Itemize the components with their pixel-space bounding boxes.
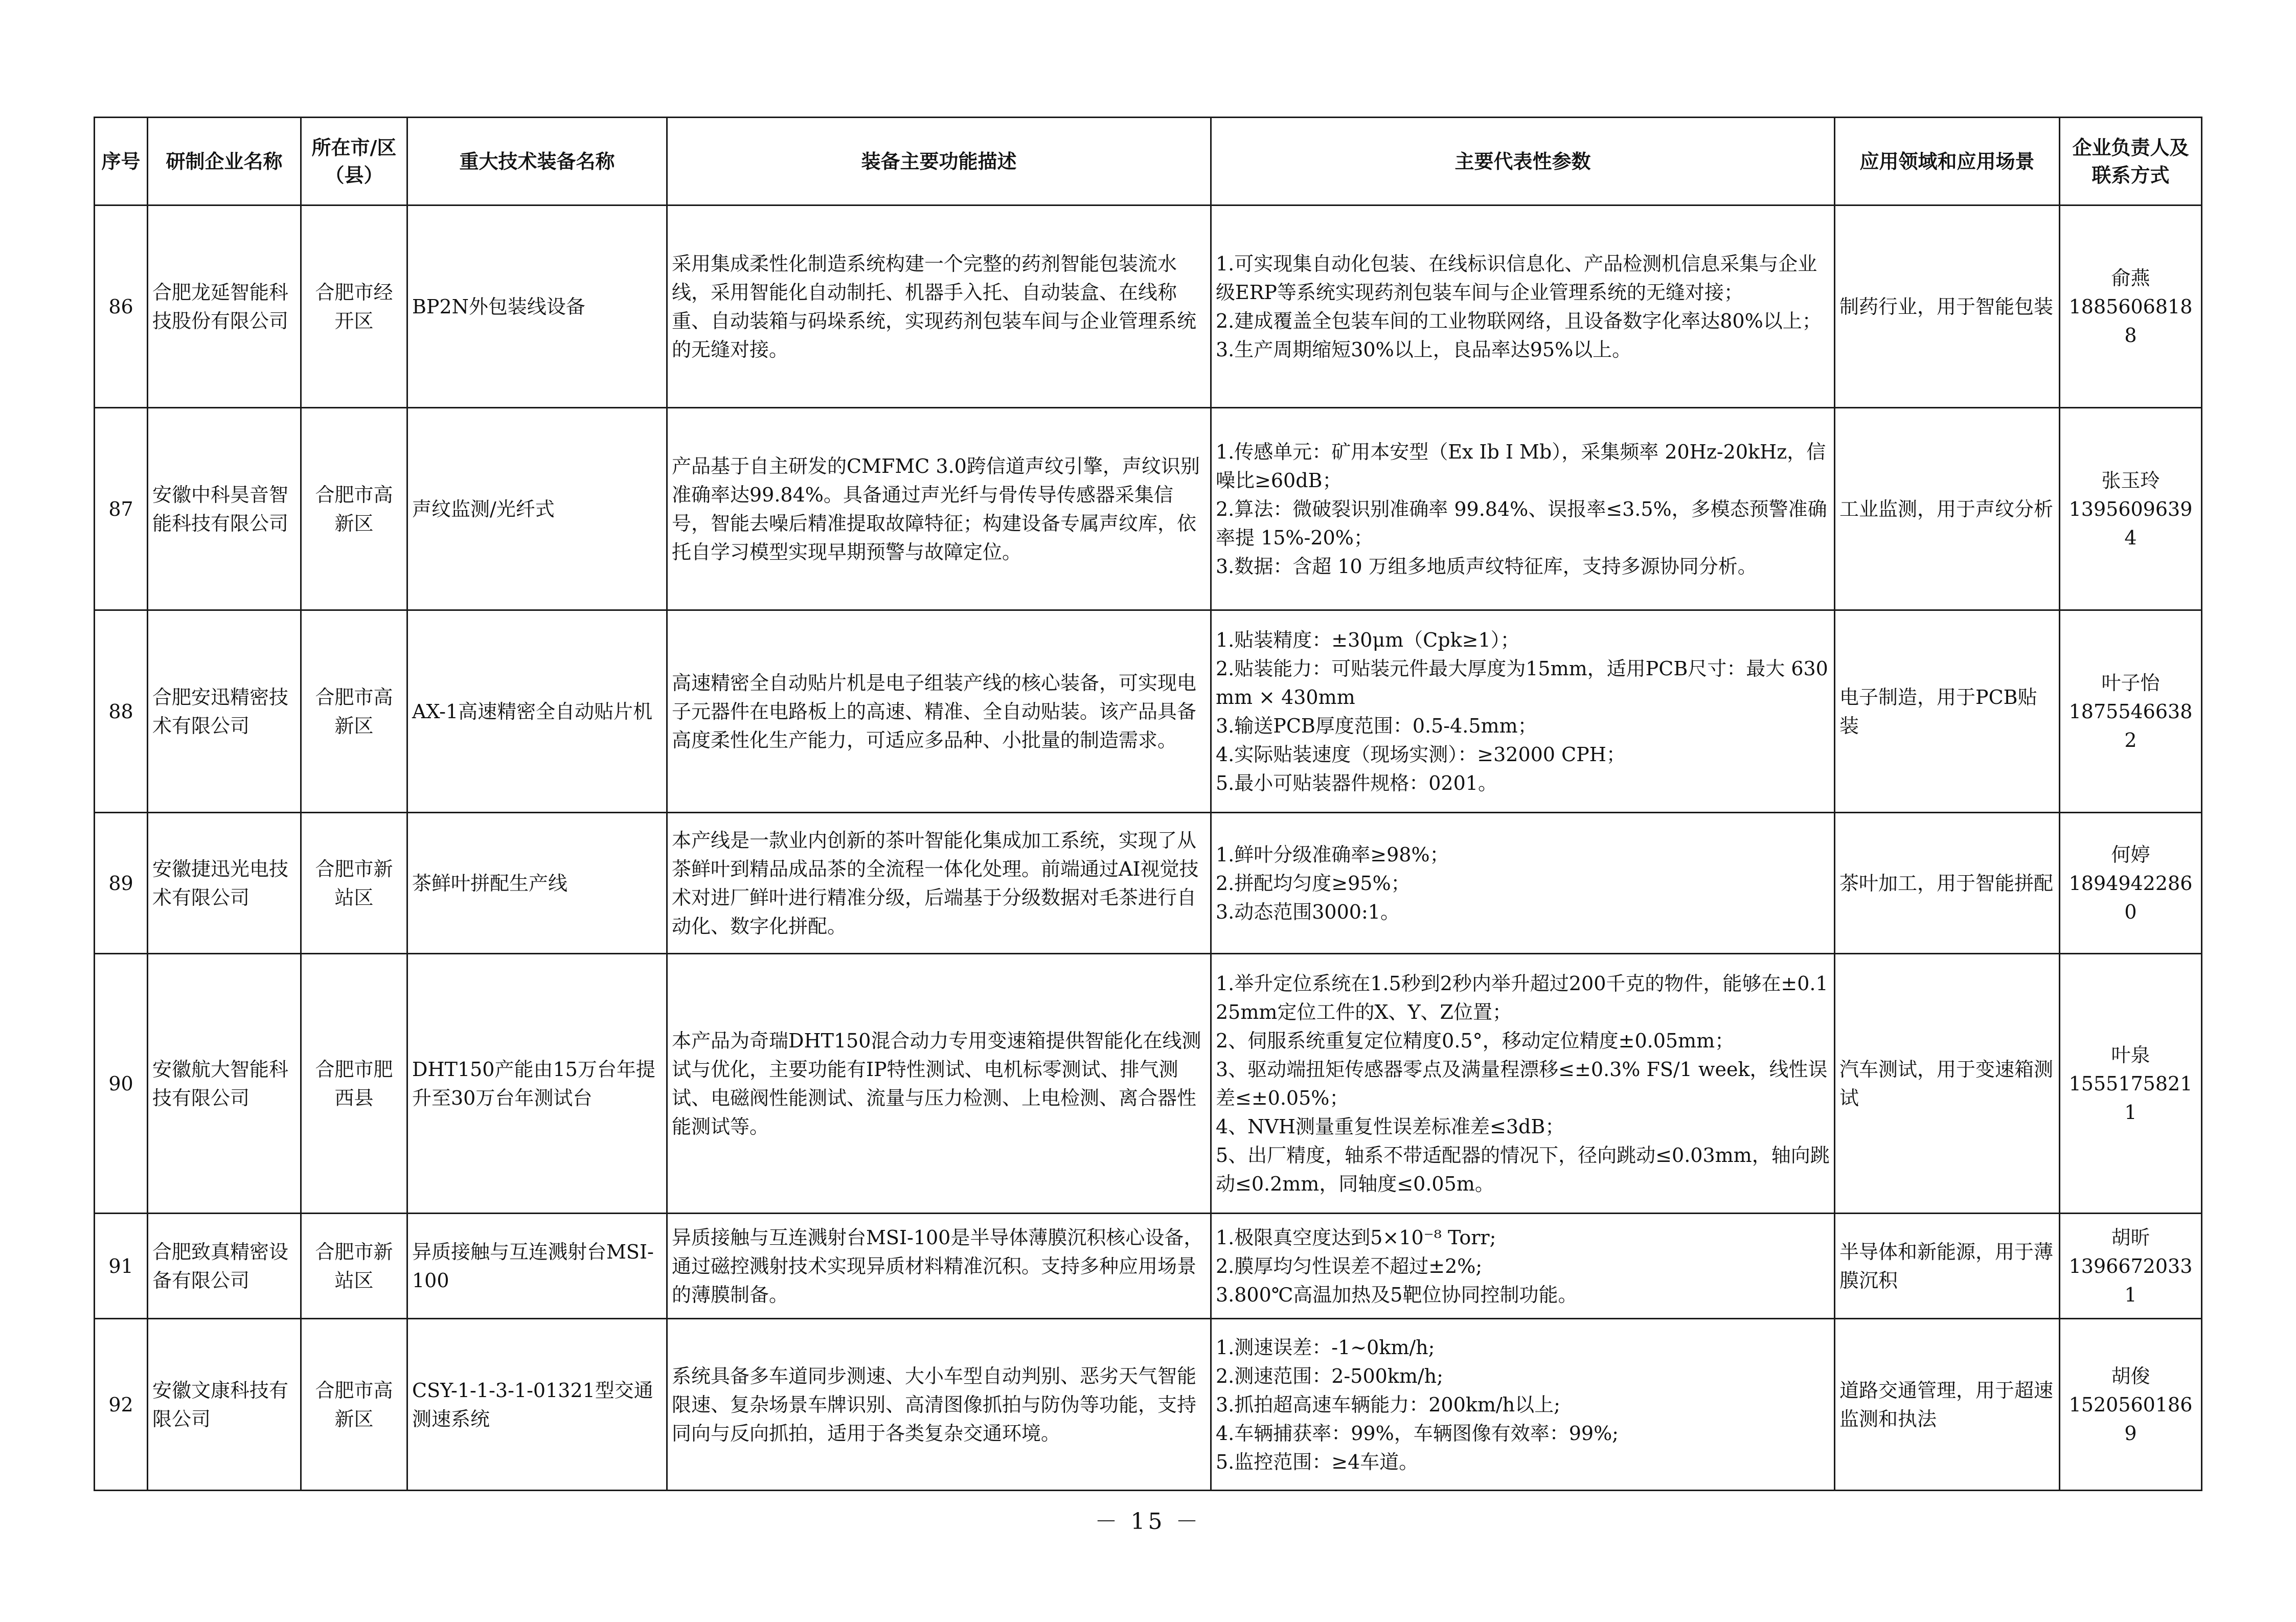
application-field: 茶叶加工，用于智能拼配 <box>1835 813 2060 954</box>
header-params: 主要代表性参数 <box>1211 118 1835 205</box>
city-district: 合肥市新站区 <box>301 813 407 954</box>
equipment-name: 声纹监测/光纤式 <box>407 408 667 610</box>
parameters <box>1211 1319 1835 1491</box>
parameter-item: 5.监控范围：≥4车道。 <box>1216 1450 1419 1473</box>
parameter-item: 1.贴装精度：±30μm（Cpk≥1）； <box>1216 628 1520 651</box>
function-description: 产品基于自主研发的CMFMC 3.0跨信道声纹引擎，声纹识别准确率达99.84%。具备通过声光纤与骨传导传感器采集信号，智能去噪后精准提取故障特征；构建设备专属声纹库，依托自学习模型实现早期预警与故障定位。 <box>667 408 1211 610</box>
parameter-item: 3.输送PCB厚度范围：0.5-4.5mm； <box>1216 714 1537 737</box>
header-function: 装备主要功能描述 <box>667 118 1211 205</box>
contact-phone: 18949422860 <box>2068 872 2193 923</box>
function-description: 采用集成柔性化制造系统构建一个完整的药剂智能包装流水线，采用智能化自动制托、机器手入托、自动装盒、在线称重、自动装箱与码垛系统，实现药剂包装车间与企业管理系统的无缝对接。 <box>667 205 1211 408</box>
parameter-item: 2.测速范围：2-500km/h; <box>1216 1364 1443 1387</box>
contact-name: 张玉玲 <box>2101 469 2160 492</box>
parameters <box>1211 610 1835 813</box>
parameter-item: 4.实际贴装速度（现场实测）：≥32000 CPH； <box>1216 743 1626 766</box>
contact-phone: 18856068188 <box>2068 295 2193 347</box>
contact-name: 胡俊 <box>2111 1364 2150 1387</box>
equipment-name: AX-1高速精密全自动贴片机 <box>407 610 667 813</box>
company-name: 安徽捷迅光电技术有限公司 <box>148 813 301 954</box>
parameter-item: 4.车辆捕获率：99%，车辆图像有效率：99%; <box>1216 1422 1619 1445</box>
parameter-item: 1.可实现集自动化包装、在线标识信息化、产品检测机信息采集与企业级ERP等系统实现药剂包装车间与企业管理系统的无缝对接； <box>1216 252 1817 304</box>
row-number: 89 <box>95 813 148 954</box>
row-number: 92 <box>95 1319 148 1491</box>
contact-info <box>2060 205 2202 408</box>
city-district: 合肥市高新区 <box>301 408 407 610</box>
parameter-item: 2、伺服系统重复定位精度0.5°，移动定位精度±0.05mm； <box>1216 1029 1735 1052</box>
equipment-name: BP2N外包装线设备 <box>407 205 667 408</box>
city-district: 合肥市高新区 <box>301 1319 407 1491</box>
parameter-item: 5、出厂精度，轴系不带适配器的情况下，径向跳动≤0.03mm，轴向跳动≤0.2mm，同轴度≤0.05m。 <box>1216 1144 1830 1195</box>
parameter-item: 3.生产周期缩短30%以上，良品率达95%以上。 <box>1216 338 1632 361</box>
company-name: 安徽文康科技有限公司 <box>148 1319 301 1491</box>
contact-phone: 15205601869 <box>2068 1393 2193 1445</box>
header-contact: 企业负责人及联系方式 <box>2060 118 2202 205</box>
parameters <box>1211 813 1835 954</box>
table-row <box>95 954 2202 1214</box>
company-name: 合肥龙延智能科技股份有限公司 <box>148 205 301 408</box>
table-row <box>95 1319 2202 1491</box>
contact-name: 胡昕 <box>2111 1226 2150 1249</box>
contact-info <box>2060 610 2202 813</box>
contact-name: 叶子怡 <box>2101 671 2160 694</box>
header-company: 研制企业名称 <box>148 118 301 205</box>
company-name: 安徽航大智能科技有限公司 <box>148 954 301 1214</box>
contact-phone: 15551758211 <box>2068 1072 2193 1124</box>
parameter-item: 1.鲜叶分级准确率≥98%； <box>1216 843 1449 866</box>
contact-info <box>2060 1214 2202 1319</box>
function-description: 异质接触与互连溅射台MSI-100是半导体薄膜沉积核心设备，通过磁控溅射技术实现异质材料精准沉积。支持多种应用场景的薄膜制备。 <box>667 1214 1211 1319</box>
table-row <box>95 1214 2202 1319</box>
company-name: 合肥安迅精密技术有限公司 <box>148 610 301 813</box>
company-name: 合肥致真精密设备有限公司 <box>148 1214 301 1319</box>
row-number: 90 <box>95 954 148 1214</box>
application-field: 汽车测试，用于变速箱测试 <box>1835 954 2060 1214</box>
company-name: 安徽中科昊音智能科技有限公司 <box>148 408 301 610</box>
header-equipment: 重大技术装备名称 <box>407 118 667 205</box>
application-field: 制药行业，用于智能包装 <box>1835 205 2060 408</box>
header-no: 序号 <box>95 118 148 205</box>
table-row <box>95 813 2202 954</box>
parameter-item: 2.建成覆盖全包装车间的工业物联网络，且设备数字化率达80%以上； <box>1216 309 1822 332</box>
parameters <box>1211 205 1835 408</box>
parameter-item: 5.最小可贴装器件规格：0201。 <box>1216 771 1497 794</box>
contact-info <box>2060 408 2202 610</box>
parameters <box>1211 408 1835 610</box>
header-city: 所在市/区（县） <box>301 118 407 205</box>
parameter-item: 2.算法：微破裂识别准确率 99.84%、误报率≤3.5%，多模态预警准确率提 15%-20%； <box>1216 497 1827 549</box>
contact-info <box>2060 1319 2202 1491</box>
contact-name: 俞燕 <box>2111 266 2150 289</box>
row-number: 91 <box>95 1214 148 1319</box>
header-application: 应用领域和应用场景 <box>1835 118 2060 205</box>
parameter-item: 1.测速误差：-1~0km/h; <box>1216 1336 1435 1359</box>
application-field: 电子制造，用于PCB贴装 <box>1835 610 2060 813</box>
equipment-name: 异质接触与互连溅射台MSI-100 <box>407 1214 667 1319</box>
header-row <box>95 118 2202 205</box>
table-row <box>95 408 2202 610</box>
contact-phone: 13956096394 <box>2068 497 2193 549</box>
page-number: － 15 － <box>1095 1509 1201 1535</box>
row-number: 87 <box>95 408 148 610</box>
table-row <box>95 205 2202 408</box>
function-description: 本产线是一款业内创新的茶叶智能化集成加工系统，实现了从茶鲜叶到精品成品茶的全流程一体化处理。前端通过AI视觉技术对进厂鲜叶进行精准分级，后端基于分级数据对毛茶进行自动化、数字化拼配。 <box>667 813 1211 954</box>
city-district: 合肥市经开区 <box>301 205 407 408</box>
parameter-item: 2.贴装能力：可贴装元件最大厚度为15mm，适用PCB尺寸：最大 630mm × 430mm <box>1216 657 1828 709</box>
equipment-table <box>94 117 2202 1491</box>
city-district: 合肥市新站区 <box>301 1214 407 1319</box>
contact-name: 叶泉 <box>2111 1043 2150 1066</box>
parameter-item: 2.拼配均匀度≥95%； <box>1216 872 1411 895</box>
parameter-item: 3.800℃高温加热及5靶位协同控制功能。 <box>1216 1283 1578 1306</box>
parameters <box>1211 1214 1835 1319</box>
equipment-name: CSY-1-1-3-1-01321型交通测速系统 <box>407 1319 667 1491</box>
city-district: 合肥市高新区 <box>301 610 407 813</box>
equipment-name: 茶鲜叶拼配生产线 <box>407 813 667 954</box>
city-district: 合肥市肥西县 <box>301 954 407 1214</box>
table-row <box>95 610 2202 813</box>
equipment-name: DHT150产能由15万台年提升至30万台年测试台 <box>407 954 667 1214</box>
application-field: 半导体和新能源，用于薄膜沉积 <box>1835 1214 2060 1319</box>
parameter-item: 1.极限真空度达到5×10⁻⁸ Torr; <box>1216 1226 1496 1249</box>
parameter-item: 1.传感单元：矿用本安型（Ex Ib I Mb），采集频率 20Hz-20kHz，信噪比≥60dB； <box>1216 440 1826 492</box>
parameters <box>1211 954 1835 1214</box>
contact-name: 何婷 <box>2111 843 2150 866</box>
contact-phone: 18755466382 <box>2068 700 2193 751</box>
parameter-item: 3.抓拍超高速车辆能力：200km/h以上; <box>1216 1393 1560 1416</box>
parameter-item: 3.数据：含超 10 万组多地质声纹特征库，支持多源协同分析。 <box>1216 555 1757 578</box>
contact-info <box>2060 813 2202 954</box>
parameter-item: 3.动态范围3000:1。 <box>1216 900 1400 923</box>
parameter-item: 2.膜厚均匀性误差不超过±2%; <box>1216 1254 1483 1277</box>
function-description: 高速精密全自动贴片机是电子组装产线的核心装备，可实现电子元器件在电路板上的高速、精准、全自动贴装。该产品具备高度柔性化生产能力，可适应多品种、小批量的制造需求。 <box>667 610 1211 813</box>
parameter-item: 4、NVH测量重复性误差标准差≤3dB； <box>1216 1115 1565 1138</box>
parameter-item: 3、驱动端扭矩传感器零点及满量程漂移≤±0.3% FS/1 week，线性误差≤±0.05%； <box>1216 1058 1828 1109</box>
application-field: 道路交通管理，用于超速监测和执法 <box>1835 1319 2060 1491</box>
function-description: 本产品为奇瑞DHT150混合动力专用变速箱提供智能化在线测试与优化，主要功能有IP特性测试、电机标零测试、排气测试、电磁阀性能测试、流量与压力检测、上电检测、离合器性能测试等。 <box>667 954 1211 1214</box>
contact-info <box>2060 954 2202 1214</box>
row-number: 86 <box>95 205 148 408</box>
row-number: 88 <box>95 610 148 813</box>
function-description: 系统具备多车道同步测速、大小车型自动判别、恶劣天气智能限速、复杂场景车牌识别、高清图像抓拍与防伪等功能，支持同向与反向抓拍，适用于各类复杂交通环境。 <box>667 1319 1211 1491</box>
parameter-item: 1.举升定位系统在1.5秒到2秒内举升超过200千克的物件，能够在±0.125mm定位工件的X、Y、Z位置； <box>1216 972 1828 1023</box>
contact-phone: 13966720331 <box>2068 1254 2193 1306</box>
application-field: 工业监测，用于声纹分析 <box>1835 408 2060 610</box>
